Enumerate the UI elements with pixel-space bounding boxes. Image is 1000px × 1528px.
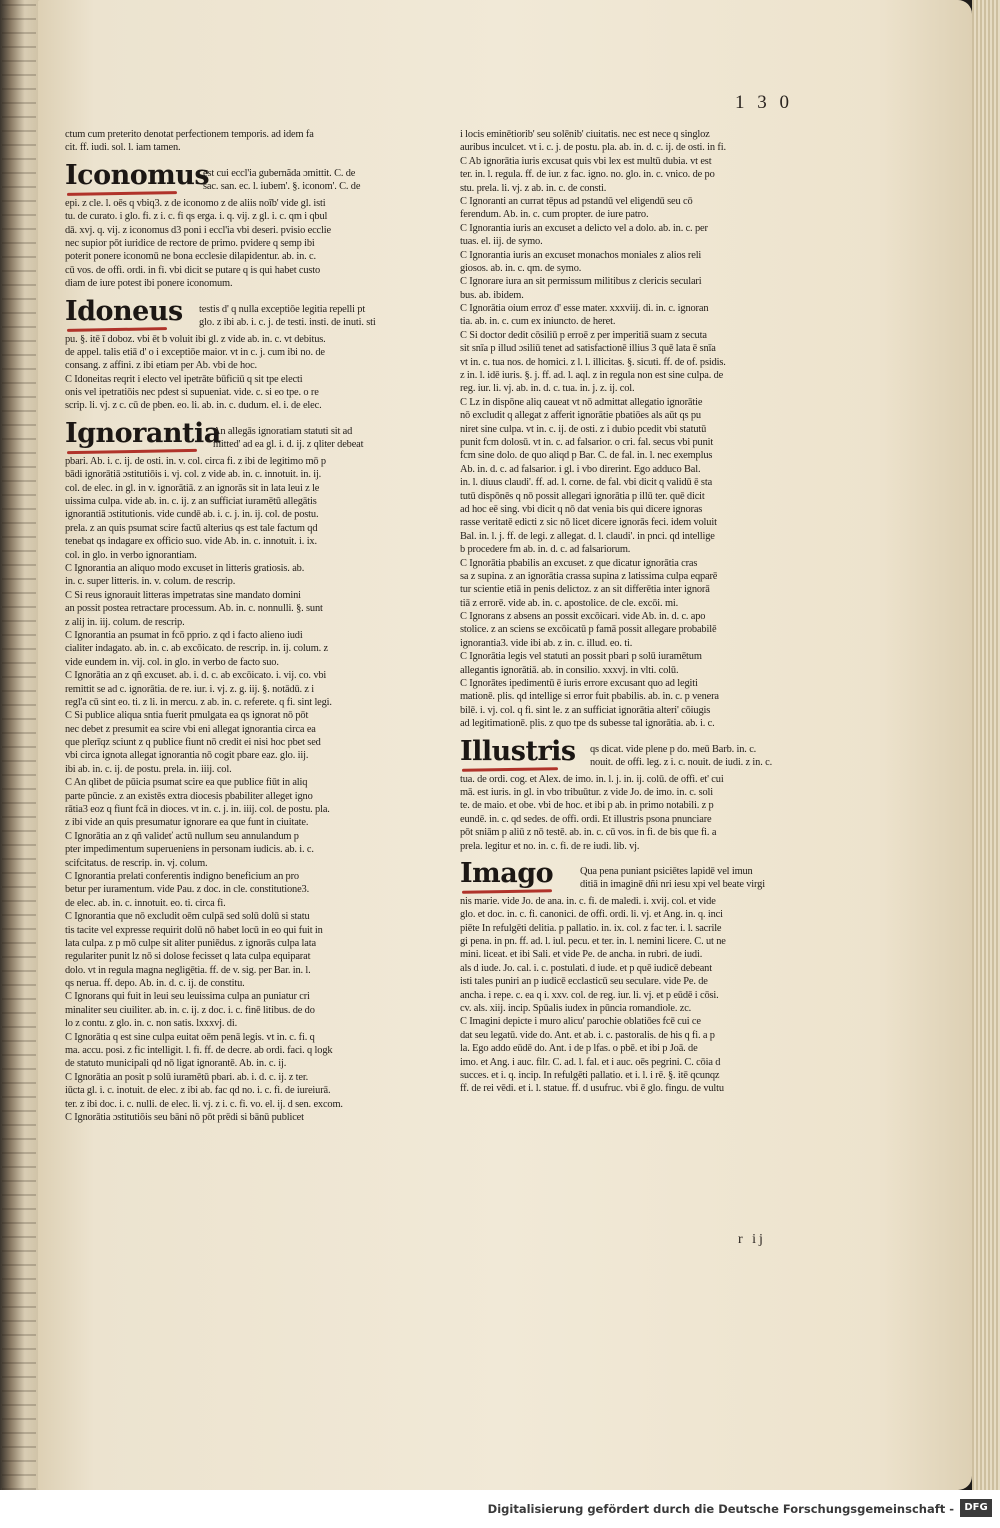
text-line: C Si doctor dedit cōsiliū p erroē z per imperitiā suam z secuta [460, 329, 707, 341]
text-line: ignorantiā ɔstitutionis. vide cundē ab. i. c. j. in. ij. col. de postu. [65, 509, 319, 521]
text-line: col. in glo. in verbo ignorantiam. [65, 549, 197, 561]
text-line: ff. de rei vēdi. et i. l. statue. ff. d usufruc. vbi ē glo. fingu. de vultu [460, 1083, 724, 1095]
rubrication-mark [462, 889, 552, 894]
text-line: piēte In refulgēti delitia. p pallatio. in. ix. col. z fac ter. i. l. sacrile [460, 922, 722, 934]
text-line: isti tales puniri an p iudicē ecclasticū seu seculare. vide Pe. de [460, 976, 708, 988]
text-line: z ibi vide an quis presumatur ignorare ea que funt in ciuitate. [65, 817, 309, 829]
text-line: C Lz in dispōne aliq caueat vt nō admittat allegatio ignorātie [460, 396, 703, 408]
rubrication-mark [67, 327, 167, 332]
text-line: in. c. super litteris. in. v. colum. de rescrip. [65, 576, 236, 588]
entry-illustris [460, 733, 812, 773]
text-line: nouit. de offi. leg. z i. c. nouit. de iudi. z in. c. [590, 756, 773, 768]
text-line: C Ignorātia pbabilis an excuset. z que dicatur ignorātia cras [460, 557, 698, 569]
text-line: bilē. i. vj. col. q fi. sint le. z an sufficiat ignorātia alteri' cōiugis [460, 704, 711, 716]
text-line: lo z contu. z glo. in. c. non satis. lxxxvj. di. [65, 1018, 238, 1030]
text-line: C Ignorantia an psumat in fcō pprio. z qd i facto alieno iudi [65, 629, 303, 641]
text-line: b procedere fm ab. in. d. c. ad falsariorum. [460, 544, 631, 556]
text-line: de statuto municipali qd nō ligat ignorantē. Ab. in. c. ij. [65, 1058, 287, 1070]
text-line: Ab. in. d. c. ad falsarior. i gl. i vbo direrint. Ego adduco Bal. [460, 463, 701, 475]
text-line: C Ignorātia an posit p solū iuramētū pbari. ab. i. d. c. ij. z ter. [65, 1071, 309, 1083]
text-line: cialiter indagato. ab. in. c. ab excōicato. de rescrip. in. ij. colum. z [65, 643, 329, 655]
text-line: niret sine culpa. vt in. c. ij. de osti. z i dubio pcedit vbi statutū [460, 423, 707, 435]
text-line: ancha. i repe. c. ea q i. xxv. col. de reg. iur. li. vj. et p eūdē i cōsi. [460, 989, 719, 1001]
rubrication-mark [67, 191, 177, 196]
text-line: regl'a cū sint eo. ti. z li. in mercu. z ab. in. c. referete. q fi. sint legi. [65, 696, 332, 708]
text-line: pbari. Ab. i. c. ij. de osti. in. v. col. circa fi. z ibi de legitimo mō p [65, 455, 326, 467]
facing-page-text [2, 0, 36, 1490]
text-line: C Ignorātia legis vel statuti an possit pbari p solū iuramētum [460, 651, 702, 663]
text-line: tu. de curato. i glo. fi. z i. c. fi qs erga. i. q. vij. z gl. i. c. qm i qbul [65, 211, 328, 223]
headword-side-text [580, 865, 812, 892]
text-line: als d iude. Jo. cal. i. c. postulati. d iude. et p quē iudicē debeant [460, 962, 712, 974]
headword-side-text [590, 743, 812, 770]
text-line: consang. z affini. z ibi etiam per Ab. vbi de hoc. [65, 360, 257, 372]
text-line: C Ignorantia prelati conferentis indigno beneficium an pro [65, 870, 299, 882]
rubrication-mark [67, 449, 197, 454]
text-line: stolice. z an sciens se excōicatū p famā possit allegare probabilē [460, 624, 717, 636]
text-line: te. de maio. et obe. vbi de hoc. et ibi p ab. in primo notabili. z p [460, 800, 714, 812]
text-line: nec supior pōt iuridice de rectore de primo. pvidere q semp ibi [65, 237, 315, 249]
text-line: cit. ff. iudi. sol. l. iam tamen. [65, 142, 181, 154]
text-line: C Ignorantia iuris an excuset a delicto vel a dolo. ab. in. c. per [460, 222, 708, 234]
text-line: z alij in. iij. colum. de rescrip. [65, 616, 185, 628]
text-line: regulariter punit lz nō si dolose fecisset q lata culpa equiparat [65, 951, 311, 963]
entry-imago [460, 855, 812, 895]
entry-ignorantia [65, 415, 417, 455]
text-line: bādi ignorātiā ɔstitutiōis i. vj. col. z vide ab. in. c. innotuit. in. ij. [65, 469, 322, 481]
iconomus-body [65, 197, 417, 291]
text-line: C Ignorans z absens an possit excōicari. vide Ab. in. d. c. apo [460, 611, 706, 623]
text-line: parte pūncie. z an existēs extra diocesis pbabiliter alleget igno [65, 790, 313, 802]
text-line: tia. ab. in. c. cum ex iniuncto. de heret. [460, 316, 616, 328]
text-line: C Ignorantia que nō excludit oēm culpā sed solū dolū si statu [65, 911, 310, 923]
text-line: nec debet z presumit ea scire vbi eni allegat ignorantia circa ea [65, 723, 316, 735]
text-line: C Ignorare iura an sit permissum militibus z clericis seculari [460, 276, 702, 288]
text-line: tiā z errorē. vide ab. in. c. apostolice. de cle. excōi. mi. [460, 597, 679, 609]
text-line: ter. z ibi doc. i. c. nulli. de elec. li. vj. z i. c. fi. vo. el. ij. d sen. excom. [65, 1098, 343, 1110]
text-line: Bal. in. l. j. ff. de legi. z allegat. d. l. claudi'. in pnci. qd intellige [460, 530, 715, 542]
text-line: C Ignorātia oium erroz d' esse mater. xxxviij. di. in. c. ignoran [460, 303, 709, 315]
text-line: bus. ab. ibidem. [460, 289, 524, 301]
text-line: prela. z an quis psumat scire factū alterius qs est tale factum qd [65, 522, 318, 534]
text-line: Qua pena puniant psiciētes lapidē vel imun [580, 865, 753, 877]
text-line: imo. et Ang. i auc. filr. C. ad. l. fal. et i auc. oēs pegrini. C. cōia d [460, 1056, 721, 1068]
text-line: fcm sine dolo. de quo aliqd p Bar. C. de fal. in. l. nec exemplus [460, 450, 713, 462]
text-line: epi. z cle. l. oēs q vbiq3. z de iconomo z de aliis noīb' vide gl. isti [65, 197, 326, 209]
text-line: eundē. in. c. qd sedes. de offi. ordi. Et illustris psona pnunciare [460, 813, 712, 825]
text-line: diam de iure potest ibi ponere iconomum. [65, 278, 233, 290]
text-line: iūcta gl. i. c. inotuit. de elec. z ibi ab. fac qd no. i. c. fi. de iureiurā. [65, 1085, 331, 1097]
text-line: i locis eminētiorib' seu solēnib' ciuitatis. nec est nece q singloz [460, 129, 710, 140]
text-line: z in. l. idē iuris. §. j. ff. ad. l. aql. z in regula non est sine culpa. de [460, 370, 724, 382]
text-line: C An qlibet de pūicia psumat scire ea que publice fiūt in aliq [65, 777, 308, 789]
text-line: dolo. vt in regula magna negligētia. ff. de v. sig. per Bar. in. l. [65, 964, 311, 976]
book-gutter [0, 0, 40, 1490]
text-line: sac. san. ec. l. iubem'. §. iconom'. C. de [203, 181, 361, 193]
text-line: uissima culpa. vide ab. in. c. ij. z an sufficiat iuramētū allegātis [65, 496, 317, 508]
text-line: ditiā in imaginē dñi nri iesu xpi vel beate virgi [580, 879, 765, 891]
text-line: C Ignoranti an currat tēpus ad pstandū vel eligendū seu cō [460, 195, 693, 207]
text-line: de appel. talis etiā d' o i exceptiōe maior. vt in c. j. cum ibi no. de [65, 346, 325, 358]
text-line: gi pena. in pn. ff. ad. l. iul. pecu. et ter. in. l. nemini licere. C. ut ne [460, 936, 726, 948]
folio-number: 1 3 0 [735, 92, 793, 113]
idoneus-body [65, 333, 417, 413]
text-line: glo. et doc. in. c. fi. canonici. de offi. ordi. li. vj. et Ang. in. q. inci [460, 909, 723, 921]
text-line: ter. in. l. regula. ff. de iur. z fac. igno. no. glo. in. c. vnico. de po [460, 169, 715, 181]
text-line: C Ignorans qui fuit in leui seu leuissima culpa an puniatur cri [65, 991, 310, 1003]
headword-side-text [213, 425, 417, 452]
text-line: rātia3 eoz q fiunt fcā in dioces. vt in. c. j. in. iiij. col. de postu. pla. [65, 804, 330, 816]
text-line: C Ignorātes ipedimentū ē iuris errore excusant quo ad legiti [460, 678, 698, 690]
text-line: giosos. ab. in. c. qm. de symo. [460, 262, 582, 274]
imago-body [460, 895, 812, 1096]
entry-iconomus [65, 157, 417, 197]
text-line: An allegās ignoratiam statuti sit ad [213, 425, 353, 437]
text-line: vbi circa ignota allegat ignorantia nō cogit pbare eaz. glo. iij. [65, 750, 309, 762]
text-line: pter impedimentum superueniens in personam iudicis. ab. i. c. [65, 844, 314, 856]
text-line: lata culpa. z p mō culpe sit aliter puniēdus. z ignorās culpa lata [65, 937, 316, 949]
text-line: qs dicat. vide plene p do. meū Barb. in. c. [590, 743, 757, 755]
signature-mark: r ij [738, 1232, 766, 1247]
text-line: vt in. c. tua nos. de homici. z l. l. illicitas. §. sicuti. ff. de of. psidis. [460, 356, 726, 368]
text-line: in. l. diuus claudi'. ff. ad. l. corne. de fal. vbi dicit q validū ē sta [460, 477, 713, 489]
text-line: C Ignorātia ɔstitutiōis seu bāni nō pōt prēdi si bānū publicet [65, 1112, 304, 1123]
headword-side-text [203, 167, 417, 194]
text-line: ctum cum preterito denotat perfectionem temporis. ad idem fa [65, 129, 314, 140]
dfg-logo: DFG [960, 1499, 992, 1517]
text-line: dat seu legatū. vide do. Ant. et ab. i. c. pastoralis. de his q fi. a p [460, 1029, 715, 1041]
text-line: C Ignorantia iuris an excuset monachos moniales z alios reli [460, 249, 702, 261]
text-line: tenebat qs indagare ex officio suo. vide Ab. in. c. innotuit. i. ix. [65, 536, 317, 548]
text-line: sa z supina. z an ignorātia crassa supina z latissima culpa eqparē [460, 570, 718, 582]
illustris-body [460, 773, 812, 853]
entry-idoneus [65, 293, 417, 333]
text-line: de elec. ab. in. c. innotuit. eo. ti. circa fi. [65, 897, 226, 909]
text-line: C Idoneitas reqrit i electo vel ipetrāte būficiū q sit tpe electi [65, 373, 303, 385]
right-column [460, 128, 812, 1096]
text-line: C Ignorātia an z qñ excuset. ab. i. d. c. ab excōicato. i. vij. co. vbi [65, 670, 327, 682]
text-line: ibi ab. in. c. ij. de postu. prela. in. iiij. col. [65, 763, 232, 775]
text-line: C Imagini depicte i muro alicu' parochie oblatiōes fcē cui ce [460, 1016, 701, 1028]
text-line: testis d' q nulla exceptiōe legitia repelli pt [199, 303, 366, 315]
text-line: cv. als. xiij. incip. Spūalis iudex in pūncia romandiole. zc. [460, 1003, 692, 1015]
text-line: tuas. el. iij. de symo. [460, 236, 543, 248]
right-intro [460, 128, 812, 731]
text-line: tis tacite vel expresse requirit dolū nō habet locū in eo qui fuit in [65, 924, 323, 936]
text-line: prela. legitur et no. in. c. fi. de re iudi. lib. vj. [460, 840, 640, 852]
text-line: stu. prela. li. vj. z ab. in. c. de consti. [460, 182, 607, 194]
text-line: C Si reus ignorauit litteras impetratas sine mandato domini [65, 589, 301, 601]
text-line: glo. z ibi ab. i. c. j. de testi. insti. de inuti. sti [199, 316, 376, 328]
text-line: minaliter seu ciuiliter. ab. in. c. ij. z doc. i. c. finē litibus. de do [65, 1004, 315, 1016]
headword-imago: Imago [460, 857, 554, 889]
text-line: tua. de ordi. cog. et Alex. de imo. in. l. j. in. ij. colū. de offi. et' cui [460, 773, 724, 785]
text-line: C Ignorantia an aliquo modo excuset in litteris gratiosis. ab. [65, 562, 305, 574]
text-line: C Si publice aliqua sntia fuerit pmulgata ea qs ignorat nō pōt [65, 710, 309, 722]
text-line: ferendum. Ab. in. c. cum propter. de iure patro. [460, 209, 649, 221]
text-line: pōt sniām p aliū z nō testē. ab. in. c. cū vos. in fi. de bis que fi. a [460, 827, 717, 839]
text-line: succes. et i. q. incip. In refulgēti pallatio. et i. l. i rē. §. itē qcunqz [460, 1070, 720, 1081]
text-line: vide eundem in. vij. col. in glo. in verbo de facto suo. [65, 656, 279, 668]
text-line: ignorantia3. vide ibi ab. z in. c. illud. eo. ti. [460, 637, 633, 649]
headword-illustris: Illustris [460, 735, 576, 767]
text-line: C Ab ignorātia iuris excusat quis vbi lex est multū dubia. vt est [460, 155, 712, 167]
text-line: C Ignorātia an z qñ valideť actū nullum seu annulandum p [65, 830, 299, 842]
text-line: auribus inculcet. vt i. c. j. de postu. pla. ab. in. d. c. ij. de osti. in fi. [460, 142, 726, 154]
text-line: ad legitimationē. plis. z quo tpe ds subesse tal ignorātia. ab. i. c. [460, 718, 715, 730]
text-line: reg. iur. li. vj. ab. in. d. c. tua. in. j. z. ij. col. [460, 383, 635, 395]
text-line: sit snīa p illud ɔsiliū tenet ad satisfactionē illius 3 quē lata ē snīa [460, 343, 716, 355]
text-line: pu. §. itē ī doboz. vbi ēt b voluit ibi gl. z vide ab. in. c. vt debitus. [65, 333, 326, 345]
text-line: ad hoc eē sing. vbi dicit q nō dat venia bis qui dicere ignoras [460, 503, 703, 515]
text-line: allegantis ignorātiā. ab. in consilio. xxxvj. in vlti. colū. [460, 664, 679, 676]
text-line: qs nerua. ff. depo. Ab. in. d. c. ij. de constitu. [65, 978, 245, 990]
page-edges [972, 0, 1000, 1490]
text-line: mini. liceat. et ibi Sali. et vide Pe. de ancha. in rubri. de iudi. [460, 949, 703, 961]
text-line: scrip. li. vj. z c. cū de pben. eo. li. ab. in. c. dudum. el. i. de elec. [65, 400, 322, 412]
headword-side-text [199, 303, 417, 330]
text-line: betur per iuramentum. vide Pau. z doc. in cle. constitutione3. [65, 884, 310, 896]
text-line: mitted' ad ea gl. i. d. ij. z qliter debeat [213, 439, 364, 451]
text-line: tutū dispōnēs q nō possit allegari ignorātia p illū ter. quē dicit [460, 490, 705, 502]
headword-ignorantia: Ignorantia [65, 417, 221, 449]
text-line: ma. accu. posi. z fic intelligit. l. fi. ff. de decre. ab ordi. faci. q logk [65, 1045, 333, 1057]
left-intro [65, 128, 417, 155]
left-column [65, 128, 417, 1124]
text-line: col. de elec. in gl. in v. ignorātiā. z an ignorās sit in lata leui z le [65, 482, 320, 494]
text-line: punit fcm dolosū. vt in. c. ad falsarior. o cri. fal. secus vbi punit [460, 436, 714, 448]
text-line: est cui eccl'ia gubernãda ɔmittit. C. de [203, 167, 356, 179]
text-line: mā. est iuris. in gl. in vbo tribuūtur. z vide Jo. de imo. in. c. soli [460, 786, 713, 798]
text-line: dā. xvj. q. vij. z iconomus d3 poni i eccl'ia vbi deseri. pvisio ecclie [65, 224, 331, 236]
text-line: C Ignorātia q est sine culpa euitat oēm penā legis. vt in. c. fi. q [65, 1031, 315, 1043]
text-line: mationē. plis. qd intellige si error fuit pbabilis. ab. in. c. p venera [460, 691, 719, 703]
text-line: nis marie. vide Jo. de ana. in. c. fi. de maledi. i. xvij. col. et vide [460, 895, 716, 907]
text-line: que plerīqz sciunt z q publice fiunt nō credit ei nisi hoc pbet sed [65, 737, 321, 749]
text-line: cū vos. de offi. ordi. in fi. vbi dicit se putare q is qui habet custo [65, 264, 321, 276]
ignorantia-body [65, 455, 417, 1125]
rubrication-mark [462, 767, 558, 772]
text-line: rasse veritatē edicti z sic nō licet dicere ignorās feci. idem voluit [460, 517, 717, 529]
headword-idoneus: Idoneus [65, 295, 183, 327]
text-line: an possit postea retractare processum. Ab. in. c. nonnulli. §. sunt [65, 603, 323, 615]
text-line: la. Ego addo eūdē do. Ant. i de p lfas. o pbē. et ibi p Joā. de [460, 1043, 698, 1055]
text-line: onis vel ipetratiōis nec pdest si supueniat. vide. c. si eo tpe. o re [65, 387, 319, 399]
funding-credit: Digitalisierung gefördert durch die Deutsche Forschungsgemeinschaft - [487, 1502, 954, 1516]
headword-iconomus: Iconomus [65, 159, 210, 191]
footer-bar [0, 1490, 1000, 1528]
text-line: nō excludit q allegat z afferit ignorātie pbatiōes als aūt qs pu [460, 410, 701, 422]
text-line: poterit ponere iconomū ne bona ecclesie dilapidentur. ab. in. c. [65, 251, 316, 263]
text-line: remittit se ad c. ignorātia. de re. iur. i. vj. z. g. iij. §. notādū. z i [65, 683, 315, 695]
text-line: scifcitatus. de rescrip. in. vj. colum. [65, 857, 208, 869]
text-line: tur scientie etiā in penis delictoz. z an sit differētia inter ignorā [460, 584, 710, 596]
